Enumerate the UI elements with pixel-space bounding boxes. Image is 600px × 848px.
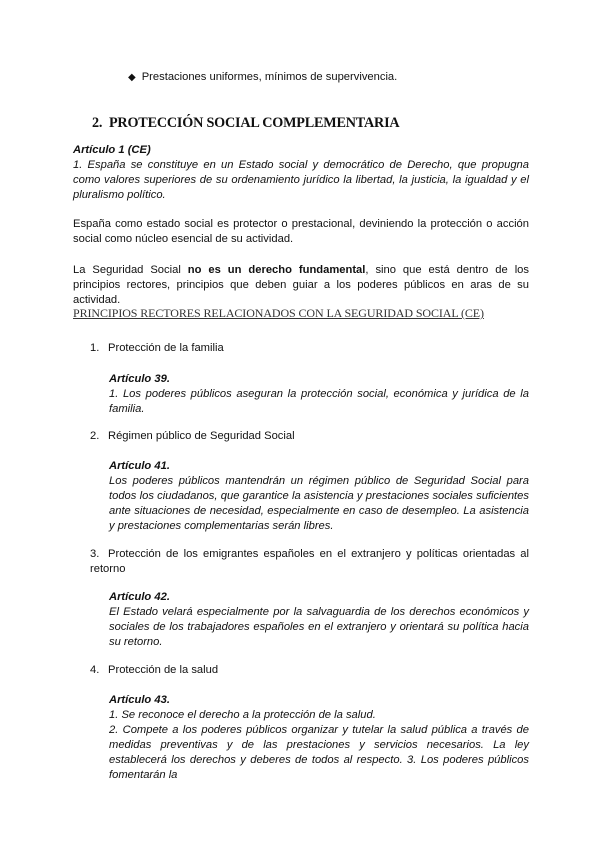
paragraph-seguridad-social bbox=[73, 263, 529, 308]
article-1-heading: Artículo 1 (CE) bbox=[73, 144, 151, 156]
article-41-heading: Artículo 41. bbox=[109, 460, 170, 472]
section-heading bbox=[92, 115, 399, 132]
item-title: Protección de los emigrantes españoles en el extranjero y políticas orientadas al retorno bbox=[90, 548, 529, 575]
item-number: 2. bbox=[90, 430, 100, 442]
article-42-heading: Artículo 42. bbox=[109, 591, 170, 603]
list-item bbox=[90, 664, 218, 676]
article-41-text: Los poderes públicos mantendrán un régimen público de Seguridad Social para todos los ciudadanos, que garantice la asistencia y prestaciones sociales suficientes ante situaciones de necesidad, especialmente en caso de desempleo. La asistencia y prestaciones complementarias serán libres. bbox=[109, 475, 529, 532]
article-39-text: 1. Los poderes públicos aseguran la protección social, económica y jurídica de la familia. bbox=[109, 388, 529, 415]
list-item bbox=[90, 430, 295, 442]
item-title: Régimen público de Seguridad Social bbox=[108, 430, 295, 442]
principles-title: PRINCIPIOS RECTORES RELACIONADOS CON LA SEGURIDAD SOCIAL (CE) bbox=[73, 306, 484, 320]
section-number: 2. bbox=[92, 115, 103, 131]
item-number: 3. bbox=[90, 548, 100, 560]
article-43-text-1: 1. Se reconoce el derecho a la protección de la salud. bbox=[109, 709, 376, 721]
item-number: 4. bbox=[90, 664, 100, 676]
item-number: 1. bbox=[90, 342, 100, 354]
article-41-block bbox=[109, 459, 529, 534]
article-43-heading: Artículo 43. bbox=[109, 694, 170, 706]
paragraph-social-state: España como estado social es protector o prestacional, deviniendo la protección o acción social como núcleo esencial de su actividad. bbox=[73, 218, 529, 245]
article-1-block bbox=[73, 143, 529, 203]
article-39-block bbox=[109, 372, 529, 417]
article-43-text-2: 2. Compete a los poderes públicos organizar y tutelar la salud pública a través de medidas preventivas y de las prestaciones y servicios necesarios. La ley establecerá los derechos y deberes de todos al respecto. 3. Los poderes públicos fomentarán la bbox=[109, 724, 529, 781]
para2-bold: no es un derecho fundamental bbox=[187, 264, 366, 276]
article-42-text: El Estado velará especialmente por la salvaguardia de los derechos económicos y sociales de los trabajadores españoles en el extranjero y orientará su política hacia su retorno. bbox=[109, 606, 529, 648]
item-title: Protección de la salud bbox=[108, 664, 219, 676]
item-title: Protección de la familia bbox=[108, 342, 224, 354]
para2-after: , sino que está dentro de los principios rectores, principios que deben guiar a los poderes públicos en aras de su actividad. bbox=[73, 264, 529, 306]
article-42-block bbox=[109, 590, 529, 650]
article-39-heading: Artículo 39. bbox=[109, 373, 170, 385]
diamond-bullet-icon: ◆ bbox=[128, 72, 136, 83]
section-title: PROTECCIÓN SOCIAL COMPLEMENTARIA bbox=[108, 115, 400, 131]
bullet-text: Prestaciones uniformes, mínimos de supervivencia. bbox=[141, 71, 398, 83]
bullet-item bbox=[128, 71, 397, 83]
list-item bbox=[90, 547, 529, 577]
article-43-block bbox=[109, 693, 529, 783]
para2-before: La Seguridad Social bbox=[73, 264, 188, 276]
list-item bbox=[90, 342, 224, 354]
article-1-text: 1. España se constituye en un Estado social y democrático de Derecho, que propugna como valores superiores de su ordenamiento jurídico la libertad, la justicia, la igualdad y el pluralismo político. bbox=[73, 159, 529, 201]
